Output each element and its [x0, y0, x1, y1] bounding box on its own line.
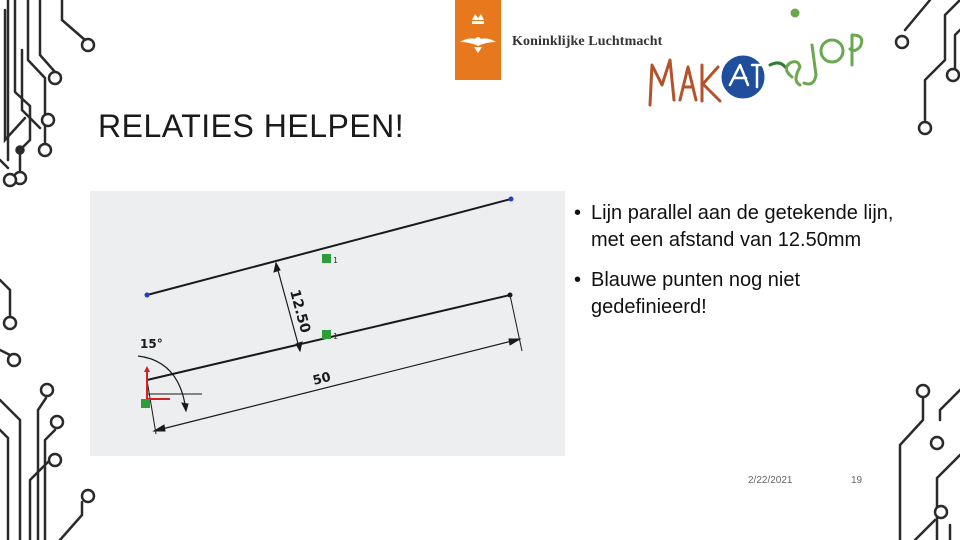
bullet-item: • Lijn parallel aan de getekende lijn, met een afstand van 12.50mm: [568, 200, 898, 254]
org-name: Koninklijke Luchtmacht: [512, 34, 663, 49]
fixed-relation-icon: [141, 399, 150, 408]
relation-label-1: 1: [333, 256, 339, 265]
cad-sketch-drawing: [90, 191, 565, 456]
air-force-crest-icon: [455, 0, 501, 80]
parallel-relation-icon: [322, 254, 331, 263]
undefined-point: [145, 293, 150, 298]
bullet-list: [568, 200, 898, 334]
makersjop-logo: [640, 5, 870, 115]
length-dimension-label: 50: [311, 369, 333, 389]
distance-dimension-label: 12.50: [286, 287, 314, 335]
defined-point: [508, 293, 513, 298]
parallel-line: [147, 199, 511, 295]
footer-date: 2/22/2021: [748, 475, 793, 486]
slide-title: RELATIES HELPEN!: [98, 108, 405, 144]
slide-number: 19: [851, 475, 863, 486]
relation-label-2: 1: [333, 332, 339, 341]
air-force-logo: [455, 0, 501, 80]
cad-sketch-image: [90, 191, 565, 456]
bullet-item: • Blauwe punten nog niet gedefinieerd!: [568, 267, 898, 321]
parallel-relation-icon: [322, 330, 331, 339]
undefined-point: [509, 197, 514, 202]
angle-dimension-label: 15°: [140, 337, 163, 351]
